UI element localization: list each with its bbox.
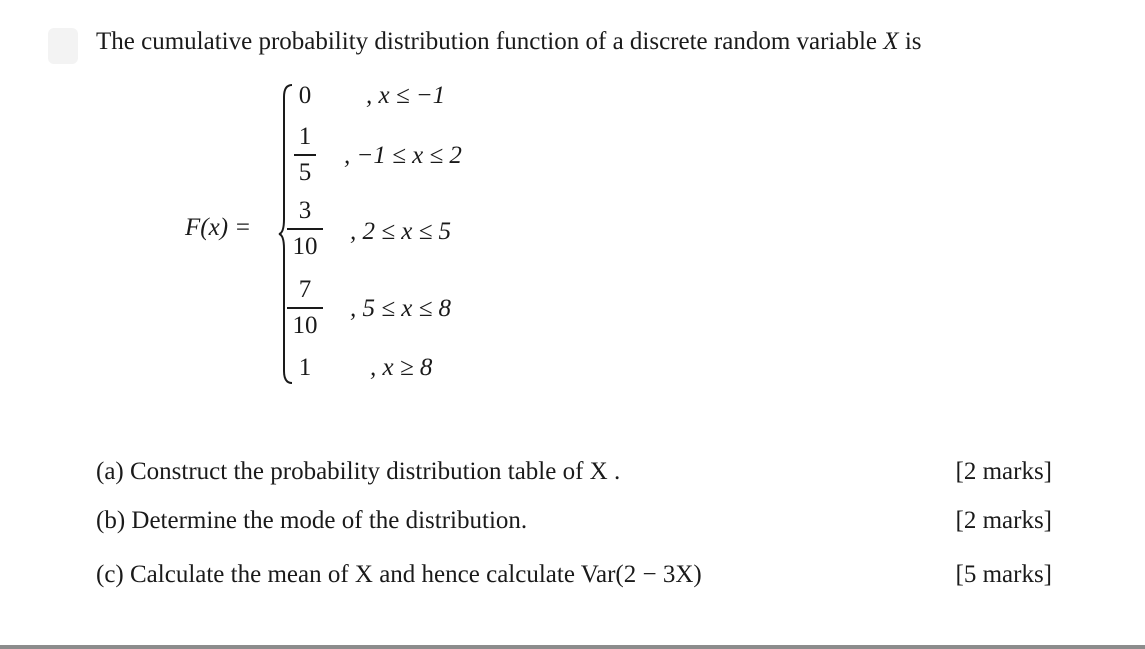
piece-value-0: 0 (298, 82, 312, 109)
intro-variable: X (883, 28, 899, 55)
fraction-denominator: 10 (292, 233, 318, 260)
question-intro (96, 28, 922, 56)
part-text: Calculate the mean of X and hence calculate Var(2 − 3X) (130, 561, 702, 588)
piece-condition-4: , x ≥ 8 (370, 354, 433, 381)
fraction-denominator: 10 (292, 312, 318, 339)
piece-fraction-2 (275, 196, 335, 262)
part-c-marks: [5 marks] (955, 561, 1052, 588)
intro-text-after: is (898, 28, 922, 55)
function-lhs: F(x) = (185, 214, 252, 241)
fraction-bar (287, 307, 323, 309)
part-a (96, 458, 620, 486)
piece-fraction-3 (275, 275, 335, 341)
piece-fraction-1 (275, 122, 335, 188)
part-text: Construct the probability distribution table of X . (130, 458, 621, 485)
page-edge-artifact (48, 28, 78, 64)
fraction-numerator: 1 (298, 123, 312, 150)
part-label: (c) (96, 561, 124, 588)
intro-text-before: The cumulative probability distribution function of a discrete random variable (96, 28, 884, 55)
part-b (96, 507, 527, 535)
piece-condition-2: , 2 ≤ x ≤ 5 (350, 218, 452, 245)
fraction-bar (294, 154, 316, 156)
fraction-bar (287, 228, 323, 230)
part-text: Determine the mode of the distribution. (131, 507, 528, 534)
fraction-denominator: 5 (298, 159, 312, 186)
part-label: (a) (96, 458, 124, 485)
bottom-divider (0, 645, 1145, 649)
fraction-numerator: 7 (298, 276, 312, 303)
piece-value-4: 1 (298, 354, 312, 381)
part-a-marks: [2 marks] (955, 458, 1052, 485)
part-label: (b) (96, 507, 126, 534)
fraction-numerator: 3 (298, 197, 312, 224)
part-c (96, 561, 702, 589)
piece-condition-1: , −1 ≤ x ≤ 2 (344, 142, 462, 169)
part-b-marks: [2 marks] (955, 507, 1052, 534)
piece-condition-0: , x ≤ −1 (366, 82, 446, 109)
piece-condition-3: , 5 ≤ x ≤ 8 (350, 295, 452, 322)
